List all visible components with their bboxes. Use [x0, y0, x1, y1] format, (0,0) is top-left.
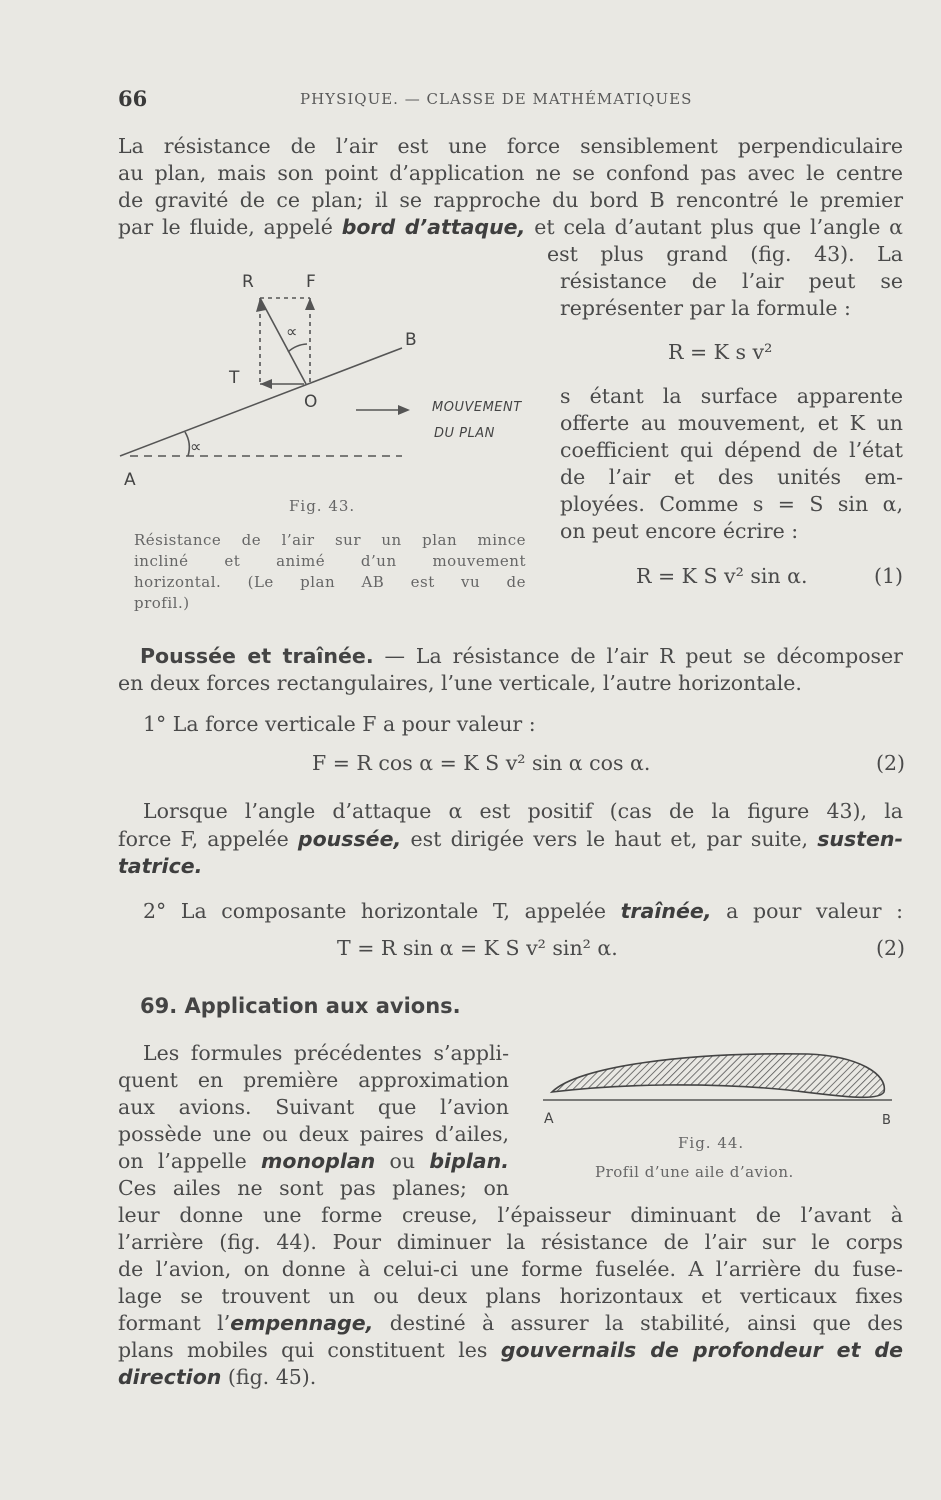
label-B: B [405, 330, 417, 350]
para1-line-11: de l’air et des unités em- [560, 465, 903, 489]
para1-line-8: s étant la surface apparente [560, 384, 903, 408]
s69-line-6: Ces ailes ne sont pas planes; on [118, 1176, 509, 1200]
para1-line-7: représenter par la formule : [560, 296, 851, 320]
poussee-para2-line-1: Lorsque l’angle d’attaque α est positif (cas de la figure 43), la [143, 799, 903, 823]
label-R: R [242, 272, 254, 292]
para1-line-2: au plan, mais son point d’application ne se confond pas avec le centre [118, 161, 903, 185]
para1-line-10: coefficient qui dépend de l’état [560, 438, 903, 462]
formula-T: T = R sin α = K S v² sin² α. [337, 936, 618, 960]
figure-43-caption-2: incliné et animé d’un mouvement [134, 552, 526, 570]
formula-R-KSv2sin: R = K S v² sin α. [636, 564, 808, 588]
item-2: 2° La composante horizontale T, appelée traînée, a pour valeur : [143, 899, 903, 923]
poussee-para2-line-3: tatrice. [118, 854, 203, 878]
para1-line-4: par le fluide, appelé bord d’attaque, et cela d’autant plus que l’angle α [118, 215, 904, 239]
label-mouvement: MOUVEMENT [432, 400, 522, 415]
para1-line-6: résistance de l’air peut se [560, 269, 903, 293]
page-number: 66 [118, 86, 148, 111]
equation-number-2a: (2) [876, 751, 906, 775]
s69-line-8: l’arrière (fig. 44). Pour diminuer la résistance de l’air sur le corps [118, 1230, 903, 1254]
section-title-poussee: Poussée et traînée. [140, 644, 374, 668]
equation-number-2b: (2) [876, 936, 906, 960]
s69-line-11: formant l’empennage, destiné à assurer la stabilité, ainsi que des [118, 1311, 903, 1335]
para1-line-3: de gravité de ce plan; il se rapproche du bord B rencontré le premier [118, 188, 903, 212]
label-T: T [229, 368, 240, 388]
formula-F: F = R cos α = K S v² sin α cos α. [312, 751, 651, 775]
arrowhead-motion [398, 405, 410, 415]
s69-line-4: possède une ou deux paires d’ailes, [118, 1122, 509, 1146]
equation-number-1: (1) [874, 564, 904, 588]
para1-line-9: offerte au mouvement, et K un [560, 411, 903, 435]
arrowhead-F [305, 298, 315, 310]
poussee-para2-line-2: force F, appelée poussée, est dirigée vers le haut et, par suite, susten- [118, 827, 903, 851]
figure-43-caption-3: horizontal. (Le plan AB est vu de [134, 573, 526, 591]
figure-43-caption-4: profil.) [134, 594, 190, 612]
formula-R-Ksv2: R = K s v² [668, 340, 773, 364]
fig44-label-B: B [882, 1113, 891, 1128]
plane-line-AB [120, 348, 402, 456]
s69-line-12: plans mobiles qui constituent les gouvernails de profondeur et de [118, 1338, 903, 1362]
label-alpha-top: ∝ [286, 322, 298, 341]
alpha-arc-top [288, 344, 307, 352]
alpha-arc-bottom [185, 432, 189, 456]
s69-line-9: de l’avion, on donne à celui-ci une forme fuselée. A l’arrière du fuse- [118, 1257, 903, 1281]
s69-line-10: lage se trouvent un ou deux plans horizontaux et verticaux fixes [118, 1284, 903, 1308]
fig44-label-A: A [544, 1111, 554, 1127]
figure-44-title: Fig. 44. [678, 1134, 745, 1152]
s69-line-2: quent en première approximation [118, 1068, 509, 1092]
section-69-title: 69. Application aux avions. [140, 994, 461, 1018]
resultant-vector-R [260, 298, 306, 384]
s69-line-13: direction (fig. 45). [118, 1365, 317, 1389]
s69-line-7: leur donne une forme creuse, l’épaisseur diminuant de l’avant à [118, 1203, 903, 1227]
para1-line-13: on peut encore écrire : [560, 519, 799, 543]
running-title: PHYSIQUE. — CLASSE DE MATHÉMATIQUES [300, 90, 693, 108]
para1-line-5: est plus grand (fig. 43). La [547, 242, 903, 266]
poussee-line-2: en deux forces rectangulaires, l’une verticale, l’autre horizontale. [118, 671, 802, 695]
page-header [118, 86, 898, 116]
figure-43-title: Fig. 43. [289, 497, 356, 515]
para1-line-12: ployées. Comme s = S sin α, [560, 492, 903, 516]
figure-44-caption: Profil d’une aile d’avion. [595, 1163, 794, 1181]
para1-line-1: La résistance de l’air est une force sensiblement perpendiculaire [118, 134, 903, 158]
s69-line-1: Les formules précédentes s’appli- [143, 1041, 509, 1065]
s69-line-5: on l’appelle monoplan ou biplan. [118, 1149, 509, 1173]
arrowhead-T [260, 379, 272, 389]
figure-43-diagram [110, 260, 550, 500]
poussee-line-1: Poussée et traînée. — La résistance de l’air R peut se décomposer [140, 644, 903, 668]
wing-profile-shape [552, 1054, 884, 1098]
figure-44-wing-profile [538, 1046, 898, 1116]
label-O: O [304, 392, 318, 412]
label-alpha-bottom: ∝ [190, 437, 202, 456]
label-du-plan: DU PLAN [434, 426, 495, 441]
item-1: 1° La force verticale F a pour valeur : [143, 712, 536, 736]
label-F: F [306, 272, 316, 292]
s69-line-3: aux avions. Suivant que l’avion [118, 1095, 509, 1119]
label-A: A [124, 470, 136, 490]
figure-43-caption-1: Résistance de l’air sur un plan mince [134, 531, 526, 549]
